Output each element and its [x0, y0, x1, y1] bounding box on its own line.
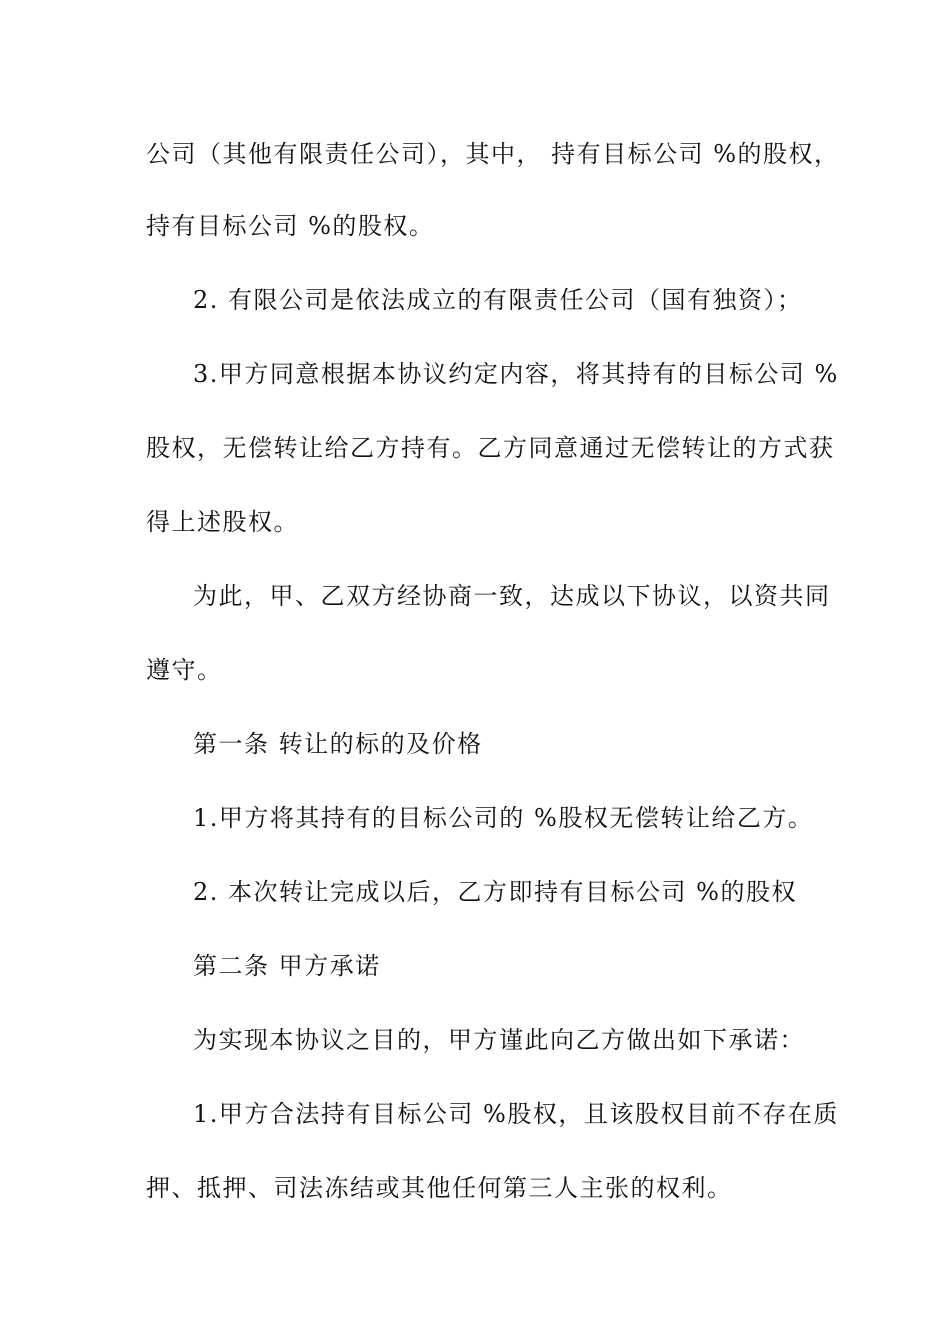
paragraph-line-11: 2. 本次转让完成以后，乙方即持有目标公司 %的股权: [193, 878, 797, 906]
section-heading-2: 第二条 甲方承诺: [193, 952, 381, 980]
paragraph-line-7: 为此，甲、乙双方经协商一致，达成以下协议，以资共同: [193, 582, 831, 610]
paragraph-line-5: 股权，无偿转让给乙方持有。乙方同意通过无偿转让的方式获: [146, 434, 835, 462]
paragraph-line-1: 公司（其他有限责任公司），其中， 持有目标公司 %的股权，: [146, 140, 840, 168]
paragraph-line-13: 为实现本协议之目的，甲方谨此向乙方做出如下承诺：: [193, 1026, 805, 1054]
paragraph-line-3: 2. 有限公司是依法成立的有限责任公司（国有独资）；: [193, 286, 803, 314]
paragraph-line-14: 1.甲方合法持有目标公司 %股权，且该股权目前不存在质: [193, 1100, 839, 1128]
paragraph-line-2: 持有目标公司 %的股权。: [146, 212, 435, 240]
paragraph-line-6: 得上述股权。: [146, 508, 299, 536]
paragraph-line-15: 押、抵押、司法冻结或其他任何第三人主张的权利。: [146, 1174, 733, 1202]
paragraph-line-8: 遵守。: [146, 656, 223, 684]
paragraph-line-10: 1.甲方将其持有的目标公司的 %股权无偿转让给乙方。: [193, 804, 814, 832]
paragraph-line-4: 3.甲方同意根据本协议约定内容，将其持有的目标公司 %: [193, 360, 839, 388]
section-heading-1: 第一条 转让的标的及价格: [193, 730, 483, 758]
